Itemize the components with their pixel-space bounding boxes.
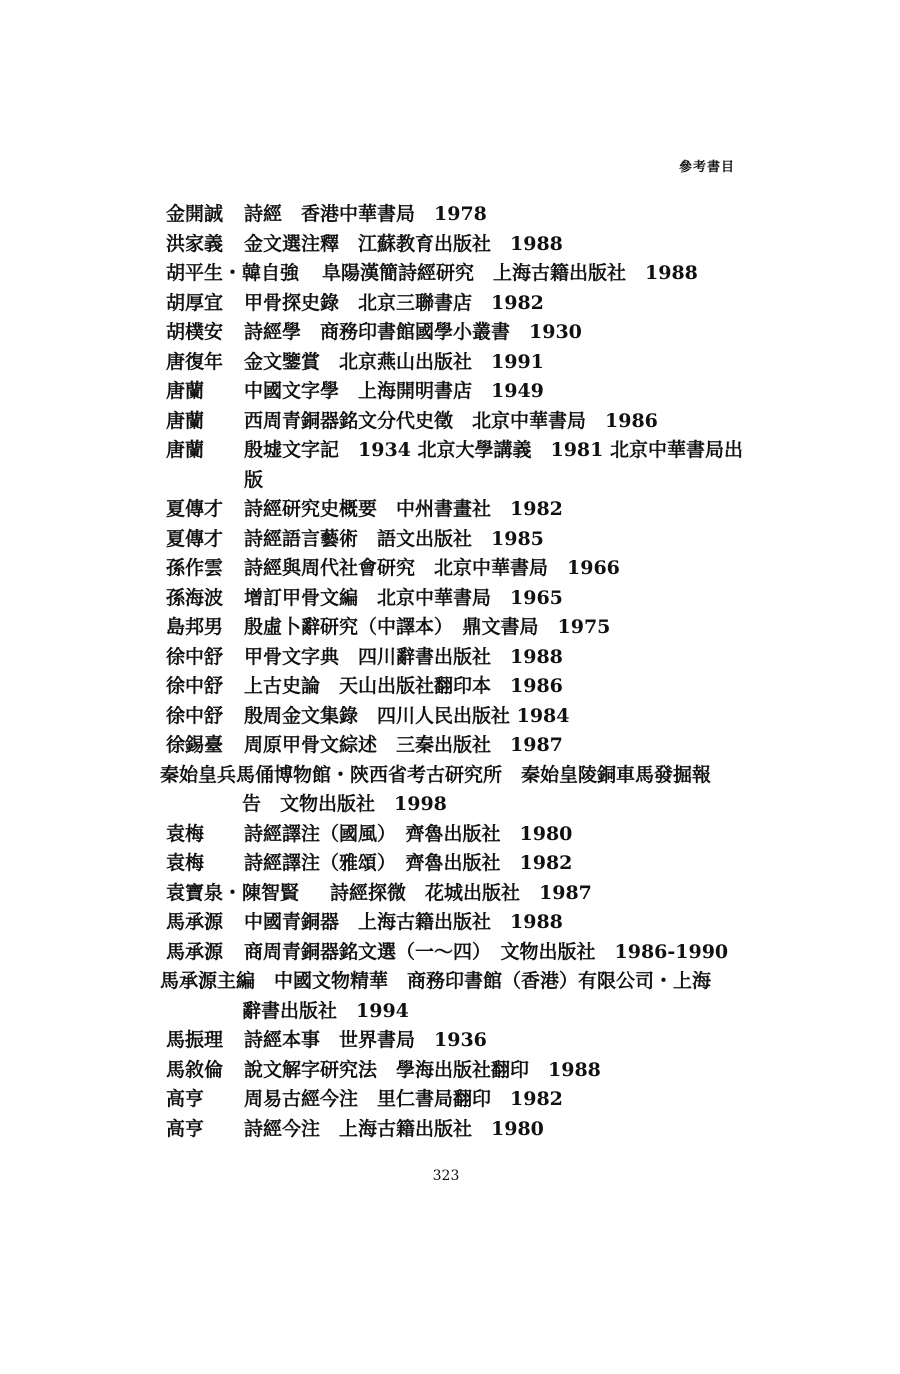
reference-entry bbox=[0, 377, 900, 407]
entry-author: 馬振理 bbox=[166, 1029, 224, 1051]
entry-work: 詩經研究史概要 中州書畫社 1982 bbox=[244, 498, 563, 520]
reference-entry bbox=[0, 908, 900, 938]
reference-entry bbox=[0, 849, 900, 879]
entry-work: 增訂甲骨文編 北京中華書局 1965 bbox=[244, 586, 563, 609]
reference-entry bbox=[0, 967, 900, 1026]
entry-work: 金文鑒賞 北京燕山出版社 1991 bbox=[244, 350, 544, 373]
entry-work: 詩經今注 上海古籍出版社 1980 bbox=[244, 1117, 544, 1140]
entry-author: 唐復年 bbox=[166, 350, 224, 373]
entry-work: 詩經探微 花城出版社 1987 bbox=[330, 881, 592, 904]
reference-entry bbox=[0, 525, 900, 555]
entry-work: 甲骨探史錄 北京三聯書店 1982 bbox=[244, 291, 544, 314]
entry-work: 周易古經今注 里仁書局翻印 1982 bbox=[244, 1088, 563, 1110]
entry-line-1: 馬承源主編 中國文物精華 商務印書館（香港）有限公司・上海 bbox=[160, 970, 712, 992]
reference-entry bbox=[0, 1085, 900, 1115]
entry-author: 徐中舒 bbox=[166, 675, 224, 697]
reference-entry bbox=[0, 554, 900, 584]
reference-entry bbox=[0, 200, 900, 230]
entry-work: 詩經語言藝術 語文出版社 1985 bbox=[244, 527, 544, 550]
entry-line-2: 告 文物出版社 1998 bbox=[242, 793, 447, 815]
entry-work: 周原甲骨文綜述 三秦出版社 1987 bbox=[244, 734, 563, 756]
entry-work: 詩經本事 世界書局 1936 bbox=[244, 1029, 487, 1051]
entry-work: 上古史論 天山出版社翻印本 1986 bbox=[244, 675, 563, 697]
entry-work: 詩經與周代社會研究 北京中華書局 1966 bbox=[244, 557, 620, 579]
entry-author: 袁梅 bbox=[166, 822, 205, 845]
entry-work: 商周青銅器銘文選（一～四） 文物出版社 1986-1990 bbox=[244, 940, 729, 963]
reference-entry bbox=[0, 407, 900, 437]
reference-entry bbox=[0, 230, 900, 260]
entry-author: 袁寶泉・陳智賢 bbox=[166, 881, 300, 904]
reference-entry bbox=[0, 495, 900, 525]
entry-author: 高亨 bbox=[166, 1117, 205, 1140]
entry-line-1: 秦始皇兵馬俑博物館・陝西省考古研究所 秦始皇陵銅車馬發掘報 bbox=[160, 763, 712, 786]
reference-list bbox=[0, 200, 900, 1144]
reference-entry bbox=[0, 436, 900, 495]
reference-entry bbox=[0, 318, 900, 348]
reference-entry bbox=[0, 643, 900, 673]
entry-author: 徐中舒 bbox=[166, 704, 224, 727]
entry-line-2: 辭書出版社 1994 bbox=[242, 999, 409, 1022]
entry-author: 胡平生・韓自強 bbox=[166, 262, 300, 284]
reference-entry bbox=[0, 584, 900, 614]
entry-work: 阜陽漢簡詩經研究 上海古籍出版社 1988 bbox=[322, 262, 698, 284]
entry-author: 馬承源 bbox=[166, 940, 224, 963]
reference-entry bbox=[0, 672, 900, 702]
entry-author: 高亨 bbox=[166, 1088, 205, 1110]
entry-author: 唐蘭 bbox=[166, 409, 205, 432]
reference-entry bbox=[0, 731, 900, 761]
reference-entry bbox=[0, 761, 900, 820]
entry-work: 說文解字研究法 學海出版社翻印 1988 bbox=[244, 1058, 601, 1081]
entry-author: 唐蘭 bbox=[166, 439, 205, 461]
entry-work: 詩經 香港中華書局 1978 bbox=[244, 203, 487, 225]
entry-work: 詩經譯注（國風） 齊魯出版社 1980 bbox=[244, 822, 573, 845]
entry-author: 胡樸安 bbox=[166, 321, 224, 343]
reference-entry bbox=[0, 613, 900, 643]
entry-work: 詩經譯注（雅頌） 齊魯出版社 1982 bbox=[244, 852, 573, 874]
reference-entry bbox=[0, 938, 900, 968]
entry-work: 西周青銅器銘文分代史徵 北京中華書局 1986 bbox=[244, 409, 658, 432]
running-header: 參考書目 bbox=[678, 160, 735, 175]
entry-author: 孫海波 bbox=[166, 586, 224, 609]
entry-author: 徐錫臺 bbox=[166, 734, 224, 756]
entry-author: 島邦男 bbox=[166, 616, 224, 638]
entry-author: 徐中舒 bbox=[166, 645, 224, 668]
entry-work: 殷周金文集錄 四川人民出版社 1984 bbox=[244, 704, 570, 727]
entry-work: 殷虛卜辭研究（中譯本） 鼎文書局 1975 bbox=[244, 616, 611, 638]
entry-author: 唐蘭 bbox=[166, 380, 205, 402]
reference-entry bbox=[0, 259, 900, 289]
reference-entry bbox=[0, 702, 900, 732]
entry-author: 金開誠 bbox=[166, 203, 224, 225]
entry-author: 孫作雲 bbox=[166, 557, 224, 579]
entry-author: 馬承源 bbox=[166, 911, 224, 933]
reference-entry bbox=[0, 879, 900, 909]
reference-entry bbox=[0, 1115, 900, 1145]
entry-work: 甲骨文字典 四川辭書出版社 1988 bbox=[244, 645, 563, 668]
entry-work: 金文選注釋 江蘇教育出版社 1988 bbox=[244, 232, 563, 255]
entry-work: 中國青銅器 上海古籍出版社 1988 bbox=[244, 911, 563, 933]
entry-author: 夏傳才 bbox=[166, 527, 224, 550]
reference-entry bbox=[0, 348, 900, 378]
entry-author: 袁梅 bbox=[166, 852, 205, 874]
reference-entry bbox=[0, 1056, 900, 1086]
reference-entry bbox=[0, 289, 900, 319]
entry-work: 殷墟文字記 1934 北京大學講義 1981 北京中華書局出版 bbox=[244, 439, 743, 491]
entry-work: 中國文字學 上海開明書店 1949 bbox=[244, 380, 544, 402]
entry-author: 洪家義 bbox=[166, 232, 224, 255]
reference-entry bbox=[0, 1026, 900, 1056]
page-number: 323 bbox=[432, 1168, 460, 1184]
entry-work: 詩經學 商務印書館國學小叢書 1930 bbox=[244, 321, 582, 343]
entry-author: 胡厚宜 bbox=[166, 291, 224, 314]
reference-entry bbox=[0, 820, 900, 850]
entry-author: 夏傳才 bbox=[166, 498, 224, 520]
entry-author: 馬敘倫 bbox=[166, 1058, 224, 1081]
